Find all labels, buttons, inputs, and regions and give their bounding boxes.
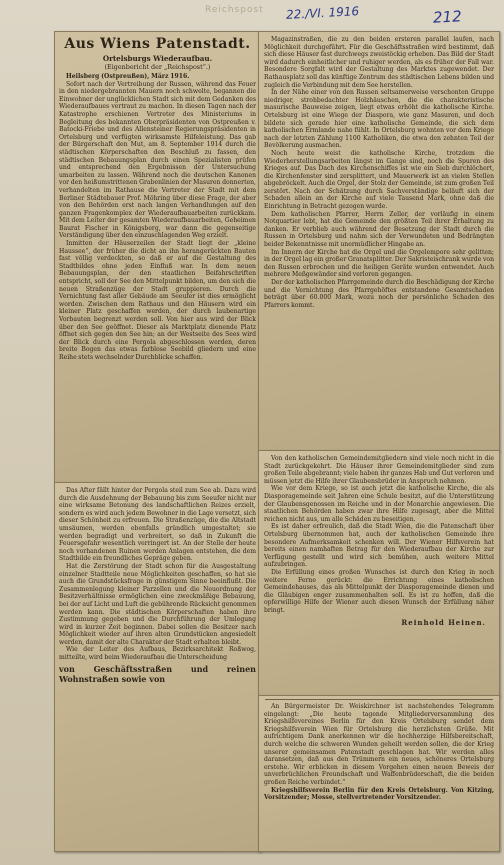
right-article-clipping xyxy=(258,31,500,451)
article-subheadline: Ortelsburgs Wiederaufbau. xyxy=(102,54,213,63)
article-author: Reinhold Heinen. xyxy=(401,618,486,628)
article-paragraph: Wie der Leiter des Aufbaus, Bezirksarchitekt Roßwog, mitteilte, wird beim Wiederaufbau die Unterscheidung xyxy=(59,646,256,662)
article-paragraph: In der Nähe einer von den Russen seltsamerweise verschonten Gruppe niedriger, strohbedachter Holzhäuschen, die die charakteristische masurische Bauweise zeigen, liegt etwas erhöht die katholische Kirche. Ortelsburg ist eine Wiege der Diaspora, wie ganz Masuren, und doch bildete sich gerade hier eine katholische Gemeinde, die sich dem katholischen Ermlande nahe fühlt. In Ortelsburg wohnten vor dem Kriege nach der letzten Zählung 1100 Katholiken, die etwa den zehnten Teil der Bevölkerung ausmachen. xyxy=(264,89,494,150)
telegram-paragraph: An Bürgermeister Dr. Weiskirchner ist nachstehendes Telegramm eingelangt: „Die heute tagende Mitgliederversammlung des Kriegshilfevereines Berlin für den Kreis Ortelsburg sendet dem Kriegshilfsverein Wien für Ortelsburg die herzlichsten Grüße. Mit aufrichtigem Dank anerkennen wir die hochherzige Hilfsbereitschaft, durch welche die schweren Wunden geheilt werden sollen, die der Krieg unserer gemeinsamen Patenstadt geschlagen hat. Wir werden alles daransetzen, daß aus den Trümmern ein neues, schöneres Ortelsburg erstehe. Wir erblicken in diesem Vorgehen einen neuen Beweis der unverbrüchlichen Freundschaft und Waffenbrüderschaft, die die beiden großen Reiche verbindet.“ xyxy=(264,703,494,786)
article-paragraph: Wie vor dem Kriege, so ist auch jetzt die katholische Kirche, die als Diasporagemeinde seit Jahren eine Schule besitzt, auf die Unterstützung der Glaubensgenossen im Reiche und in der Monarchie angewiesen. Die staatlichen Behörden haben zwar ihre Hilfe zugesagt, aber die Mittel reichen nicht aus, um alle Schäden zu beseitigen. xyxy=(264,485,494,523)
right-continuation-clipping xyxy=(258,450,500,696)
telegram-signature: Kriegshilfsverein Berlin für den Kreis Ortelsburg. Von Kitzing, Vorsitzender; Mosse, stellvertretender Vorsitzender. xyxy=(264,786,494,802)
article-paragraph: Noch heute weist die katholische Kirche, trotzdem die Wiederherstellungsarbeiten längst im Gange sind, noch die Spuren des Krieges auf. Das Dach des Kirchenschiffes ist wie ein Sieb durchlöchert, die Kirchenfenster sind zersplittert, und Mauerwerk ist an vielen Stellen abgebröckelt. Auch die Orgel, der Stolz der Gemeinde, ist zum großen Teil zerstört. Nach der Schätzung durch Sachverständige beläuft sich der Schaden allein an der Kirche auf viele Tausend Mark, ohne daß die Einrichtung in Betracht gezogen wurde. xyxy=(264,149,494,211)
article-paragraph: Im Innern der Kirche hat die Orgel und die Orgelempore sehr gelitten; in der Orgel lag ein großer Granatsplitter. Der Sakristeischrank wurde von den Russen erbrochen und die heiligen Geräte wurden entwendet. Auch mehrere Meßgewänder sind verloren gegangen. xyxy=(264,248,494,279)
article-paragraph: Das After fällt hinter der Pergola steil zum See ab. Dazu wird durch die Ausdehnung der Bebauung bis zum Seeufer nicht nur eine wirksame Betonung des landschaftlichen Reizes erzielt, sondern es wird auch jedem Bewohner in die Lage versetzt, sich dieser Schönheit zu erfreuen. Die Straßenzüge, die die Altstadt umsäumen, werden ebenfalls gründlich umgestaltet; sie werden begradigt und verbreitert, so daß in Zukunft die Feuersgefahr wesentlich verringert ist. An der Stelle der heute noch vorhandenen Ruinen werden Anlagen entstehen, die dem Stadtbilde ein freundliches Gepräge geben. xyxy=(59,487,256,563)
article-headline: Aus Wiens Patenstadt. xyxy=(64,36,251,52)
article-paragraph: Sofort nach der Vertreibung der Russen, während das Feuer in den niedergebrannten Mauern noch schwelte, begannen die Einwohner der unglücklichen Stadt sich mit dem Gedanken des Wiederaufbaues vertraut zu machen. In diesen Tagen nach der Katastrophe erschienen Vertreter des Ministeriums in Begleitung des bekannten Oberpräsidenten von Ostpreußen v. Batocki-Friebe und des Allensteiner Regierungspräsidenten in Ortelsburg und verfügten wirksamste Hilfeleistung. Das gab der Bürgerschaft den Mut, am 8. September 1914 durch die städtischen Körperschaften den Beschluß zu fassen, den städtischen Bebauungsplan durch einen Spezialisten prüfen und entsprechend den Ergebnissen der Untersuchung umarbeiten zu lassen. Während noch die deutschen Kanonen vor den heißumstrittenen Grabenlinien der Masuren donnerten, verhandelten im Rathause die Vertreter der Stadt mit dem Berliner Städtebauer Prof. Möhring über diese Frage, der aber von den Behörden erst nach langen Verhandlungen auf den ganzen Fragenkomplex der Wiederaufbauarbeiten zurückkam. Mit dem Leiter der gesamten Wiederaufbauarbeiten, Geheimen Baurat Fischer in Königsberg, war dann die gegenseitige Verständigung über den einzuschlagenden Weg erzielt. xyxy=(59,80,256,240)
divider-line xyxy=(265,699,493,700)
article-paragraph: Dem katholischen Pfarrer, Herrn Zeller, der vorläufig in einem Notquartier lebt, hat die Gemeinde den größten Teil ihrer Erhaltung zu danken. Er verblieb auch während der Besetzung der Stadt durch die Russen in Ortelsburg und nahm sich der Verwundeten und Bedrängten beider Bekenntnisse mit unermüdlicher Hingabe an. xyxy=(264,210,494,249)
left-article-clipping xyxy=(54,31,261,483)
article-paragraph: Inmitten der Häuserzeilen der Stadt liegt der „kleine Haussee“, der früher die dicht an ihn herangerückten Bauten fast völlig verdeckten, so daß er auf die Gestaltung des Stadtbildes ohne jeden Einfluß war. In dem neuen Bebauungsplan, der den staatlichen Beifahrschriften entspricht, soll der See den Mittelpunkt bilden, um den sich die neuen Straßenzüge der Stadt gruppieren. Durch die Vernichtung fast aller Gebäude am Seeufer ist dies ermöglicht worden. Zwischen dem Rathaus und den Häusern wird ein kleiner Platz geschaffen werden, der durch laubenartige Vorbauten begrenzt werden soll. Von hier aus wird der Blick über den See geöffnet. Dieser als Marktplatz dienende Platz öffnet sich gegen den See hin; an der Westseite des Sees wird der Blick durch eine Pergola abgeschlossen werden, deren breite Bogen das etwas farblose Seebild gliedern und eine Reihe stets wechselnder Durchblicke schaffen. xyxy=(59,240,256,361)
article-paragraph: Magazinstraßen, die zu den beiden ersteren parallel laufen, nach Möglichkeit durchgeführt. Für die Geschäftsstraßen wird bestimmt, daß sich diese Häuser fast durchwegs zweistöckig erheben. Das Bild der Stadt wird dadurch einheitlicher und ruhiger werden, als es früher der Fall war. Besondere Sorgfalt wird der Gestaltung des Marktes zugewendet. Der Rathausplatz soll das künftige Zentrum des städtischen Lebens bilden und zugleich die Verbindung mit dem See herstellen. xyxy=(264,36,494,89)
article-paragraph: Von den katholischen Gemeindemitgliedern sind viele noch nicht in die Stadt zurückgekehrt. Die Häuser ihrer Gemeindemitglieder sind zum großen Teile abgebrannt; viele haben ihr ganzes Hab und Gut verloren und müssen jetzt die Hilfe ihrer Glaubensbrüder in Anspruch nehmen. xyxy=(264,455,494,485)
telegram-clipping xyxy=(258,695,500,852)
article-source: (Eigenbericht der „Reichspost“.) xyxy=(104,63,211,71)
article-paragraph: Der der katholischen Pfarrgemeinde durch die Beschädigung der Kirche und die Vernichtung des Pfarrgehöftes entstandene Gesamtschaden beträgt über 60.000 Mark, wozu noch der persönliche Schaden des Pfarrers kommt. xyxy=(264,279,494,309)
article-dateline: Heilsberg (Ostpreußen), März 1916. xyxy=(66,73,190,80)
handwritten-number: 212 xyxy=(432,7,463,27)
left-continuation-clipping xyxy=(54,482,261,852)
article-paragraph: Hat die Zerstörung der Stadt schon für die Ausgestaltung einzelner Stadtteile neue Möglichkeiten geschaffen, so hat sie auch die Grundstücksfrage in günstigem Sinne beeinflußt. Die Zusammenlegung kleiner Parzellen und die Neuordnung der Besitzverhältnisse ermöglichen eine zweckmäßige Bebauung, bei der auf Licht und Luft die gebührende Rücksicht genommen werden kann. Die städtischen Körperschaften haben ihre Zustimmung gegeben und die Durchführung der Umlegung wird in kurzer Zeit beginnen. Dabei sollen die Besitzer nach Möglichkeit wieder auf ihren alten Grundstücken angesiedelt werden, damit der alte Charakter der Stadt erhalten bleibt. xyxy=(59,562,256,646)
article-paragraph: Die Erfüllung eines großen Wunsches ist durch den Krieg in noch weitere Ferne gerückt: die Errichtung eines katholischen Gemeindehauses, das als Mittelpunkt der Diasporagemeinde dienen und die Gläubigen enger zusammenhalten soll. Es ist zu hoffen, daß die opferwillige Hilfe der Wiener auch diesen Wunsch der Erfüllung näher bringt. xyxy=(264,568,494,614)
handwritten-date: 22./VI. 1916 xyxy=(285,4,360,22)
article-paragraph: Es ist daher erfreulich, daß die Stadt Wien, die die Patenschaft über Ortelsburg übernommen hat, auch der katholischen Gemeinde ihre besondere Aufmerksamkeit schenken will. Der Wiener Hilfsverein hat bereits einen namhaften Betrag für den Wiederaufbau der Kirche zur Verfügung gestellt und wird sich bemühen, auch weitere Mittel aufzubringen. xyxy=(264,523,494,569)
article-closing-line: von Geschäftsstraßen und reinen Wohnstraßen sowie von xyxy=(59,663,256,684)
archive-stamp: Reichspost xyxy=(205,5,264,15)
